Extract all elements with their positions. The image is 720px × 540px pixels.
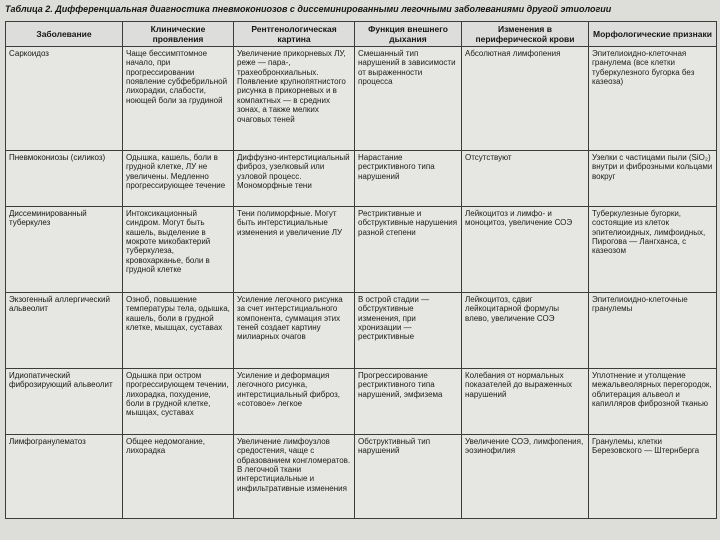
cell-xray: Увеличение прикорневых ЛУ, реже — пара-, трахеобронхиальных. Появление крупнопятнистого рисунка в прикорневых и в компактных — в средних зонах, а также мелких очаговых теней — [234, 46, 355, 150]
cell-blood: Лейкоцитоз и лимфо- и моноцитоз, увеличение СОЭ — [462, 206, 589, 292]
table-row-exogenous-alveolitis — [6, 292, 717, 368]
cell-disease: Идиопатический фиброзирующий альвеолит — [6, 368, 123, 434]
cell-morphology: Эпителиоидно-клеточная гранулема (все клетки туберкулезного бугорка без казеоза) — [589, 46, 717, 150]
column-header-xray: Рентгенологическая картина — [234, 21, 355, 46]
column-header-blood: Изменения в периферической крови — [462, 21, 589, 46]
cell-breathing: Рестриктивные и обструктивные нарушения разной степени — [355, 206, 462, 292]
cell-blood: Лейкоцитоз, сдвиг лейкоцитарной формулы влево, увеличение СОЭ — [462, 292, 589, 368]
cell-blood: Отсутствуют — [462, 150, 589, 206]
cell-clinical: Общее недомогание, лихорадка — [123, 434, 234, 518]
cell-disease: Лимфогранулематоз — [6, 434, 123, 518]
cell-morphology: Эпителиоидно-клеточные гранулемы — [589, 292, 717, 368]
cell-xray: Тени полиморфные. Могут быть интерстициальные изменения и увеличение ЛУ — [234, 206, 355, 292]
cell-breathing: В острой стадии — обструктивные изменения, при хронизации — рестриктивные — [355, 292, 462, 368]
table-title: Таблица 2. Дифференциальная диагностика пневмокониозов с диссеминированными легочными заболеваниями другой этиологии — [5, 4, 612, 14]
diagnosis-table — [5, 21, 717, 519]
cell-morphology: Узелки с частицами пыли (SiO₂) внутри и фиброзными кольцами вокруг — [589, 150, 717, 206]
cell-clinical: Интоксикационный синдром. Могут быть кашель, выделение в мокроте микобактерий туберкулеза, кровохарканье, боли в грудной клетке — [123, 206, 234, 292]
cell-clinical: Озноб, повышение температуры тела, одышка, кашель, боли в грудной клетке, мышцах, суставах — [123, 292, 234, 368]
column-header-clinical: Клинические проявления — [123, 21, 234, 46]
table-row-lymphogranulomatosis — [6, 434, 717, 518]
cell-breathing: Смешанный тип нарушений в зависимости от выраженности процесса — [355, 46, 462, 150]
cell-xray: Усиление и деформация легочного рисунка, интерстициальный фиброз, «сотовое» легкое — [234, 368, 355, 434]
table-row-idiopathic-alveolitis — [6, 368, 717, 434]
cell-disease: Диссеминированный туберкулез — [6, 206, 123, 292]
cell-morphology: Гранулемы, клетки Березовского — Штернберга — [589, 434, 717, 518]
cell-blood: Колебания от нормальных показателей до выраженных нарушений — [462, 368, 589, 434]
cell-xray: Диффузно-интерстициальный фиброз, узелковый или узловой процесс. Мономорфные тени — [234, 150, 355, 206]
cell-breathing: Нарастание рестриктивного типа нарушений — [355, 150, 462, 206]
cell-xray: Усиление легочного рисунка за счет интерстициального компонента, суммация этих теней создает картину милиарных очагов — [234, 292, 355, 368]
cell-disease: Пневмокониозы (силикоз) — [6, 150, 123, 206]
cell-disease: Саркоидоз — [6, 46, 123, 150]
column-header-breathing: Функция внешнего дыхания — [355, 21, 462, 46]
cell-blood: Увеличение СОЭ, лимфопения, эозинофилия — [462, 434, 589, 518]
cell-morphology: Уплотнение и утолщение межальвеолярных перегородок, облитерация альвеол и капилляров фиброзной тканью — [589, 368, 717, 434]
column-header-disease: Заболевание — [6, 21, 123, 46]
table-row-sarcoidosis — [6, 46, 717, 150]
cell-morphology: Туберкулезные бугорки, состоящие из клеток эпителиоидных, лимфоидных, Пирогова — Лангханса, с казеозом — [589, 206, 717, 292]
cell-clinical: Одышка, кашель, боли в грудной клетке, ЛУ не увеличены. Медленно прогрессирующее течение — [123, 150, 234, 206]
table-row-pneumoconiosis — [6, 150, 717, 206]
cell-disease: Экзогенный аллергический альвеолит — [6, 292, 123, 368]
column-header-morphology: Морфологические признаки — [589, 21, 717, 46]
cell-breathing: Обструктивный тип нарушений — [355, 434, 462, 518]
cell-blood: Абсолютная лимфопения — [462, 46, 589, 150]
cell-clinical: Чаще бессимптомное начало, при прогрессировании появление субфебрильной лихорадки, слабости, ноющей боли за грудиной — [123, 46, 234, 150]
cell-clinical: Одышка при остром прогрессирующем течении, лихорадка, похудение, боли в грудной клетке, мышцах, суставах — [123, 368, 234, 434]
table-row-tuberculosis — [6, 206, 717, 292]
cell-breathing: Прогрессирование рестриктивного типа нарушений, эмфизема — [355, 368, 462, 434]
cell-xray: Увеличение лимфоузлов средостения, чаще с образованием конгломератов. В легочной ткани интерстициальные и инфильтративные изменения — [234, 434, 355, 518]
table-header-row — [6, 21, 717, 46]
